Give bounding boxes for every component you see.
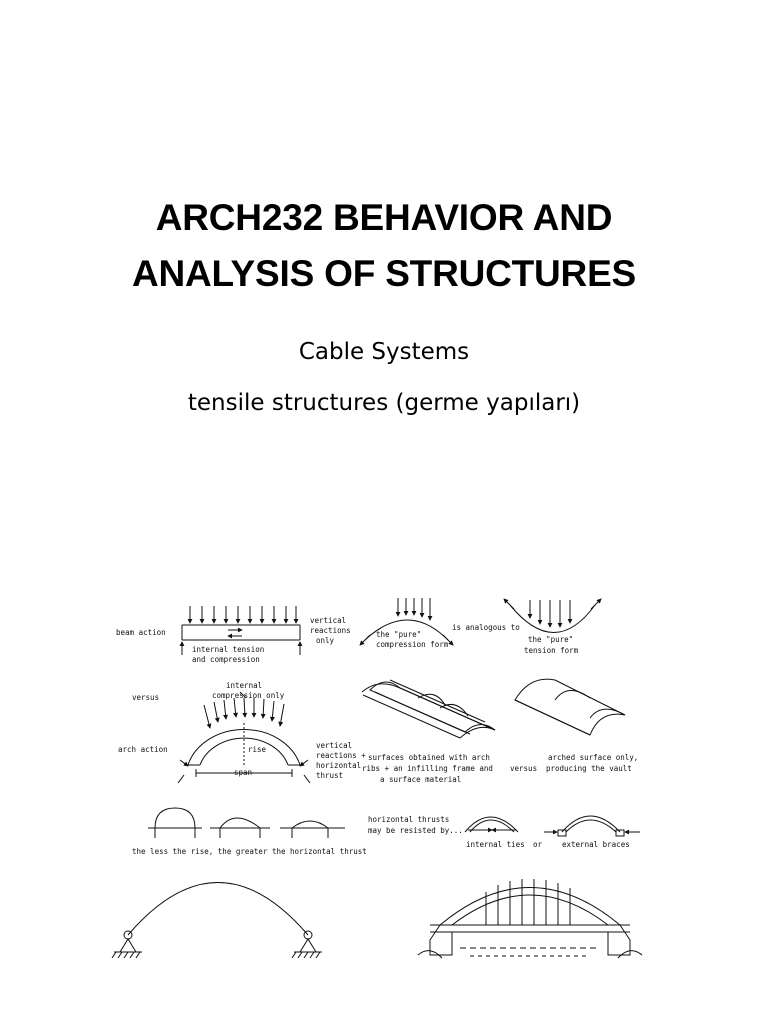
- label-internal-tension-1: internal tension: [192, 645, 265, 654]
- arched-vault-diagram: [515, 679, 625, 735]
- label-pure-compression-1: the "pure": [376, 630, 422, 639]
- label-surfaces-2: ribs + an infilling frame and: [362, 764, 493, 773]
- label-versus-left: versus: [132, 693, 160, 702]
- label-pure-compression-2: compression form: [376, 640, 449, 649]
- arch-bridge-diagram: [418, 879, 642, 958]
- label-horizontal-thrusts-2: may be resisted by...: [368, 826, 463, 835]
- label-vertical-reactions-3: only: [316, 636, 335, 645]
- label-arched-surface-2: producing the vault: [546, 764, 632, 773]
- label-beam-action: beam action: [116, 628, 166, 637]
- label-horizontal-thrusts-1: horizontal thrusts: [368, 815, 450, 824]
- label-pure-tension-1: the "pure": [528, 635, 574, 644]
- label-internal-ties: internal ties: [466, 840, 525, 849]
- label-internal-tension-2: and compression: [192, 655, 260, 664]
- label-vertical-thrust-1: vertical: [316, 741, 353, 750]
- label-surfaces-1: surfaces obtained with arch: [368, 753, 490, 762]
- label-vertical-reactions-1: vertical: [310, 616, 347, 625]
- structures-figure: [100, 580, 660, 1024]
- label-analogous: is analogous to: [452, 623, 520, 632]
- label-arch-action: arch action: [118, 745, 168, 754]
- structures-diagram: [100, 580, 660, 1024]
- ribbed-vault-diagram: [362, 680, 495, 738]
- label-vertical-thrust-3: horizontal: [316, 761, 362, 770]
- label-vertical-thrust-2: reactions +: [316, 751, 366, 760]
- label-or: or: [533, 840, 543, 849]
- page-title: [0, 190, 768, 302]
- label-external-braces: external braces: [562, 840, 630, 849]
- label-internal-compression-1: internal: [226, 681, 263, 690]
- label-pure-tension-2: tension form: [524, 646, 579, 655]
- rise-thrust-arches: [148, 808, 345, 838]
- label-rise: rise: [248, 745, 267, 754]
- subtitle-cable-systems: Cable Systems: [298, 339, 470, 365]
- label-versus-mid: versus: [510, 764, 538, 773]
- label-vertical-reactions-2: reactions: [310, 626, 351, 635]
- ties-and-braces-diagram: [465, 816, 640, 836]
- title-line-2: ANALYSIS OF STRUCTURES: [131, 253, 637, 294]
- large-arch-diagram: [112, 883, 322, 959]
- label-arched-surface-1: arched surface only,: [548, 753, 639, 762]
- label-internal-compression-2: compression only: [212, 691, 285, 700]
- subtitle-tensile-structures: tensile structures (germe yapıları): [187, 390, 581, 416]
- label-vertical-thrust-4: thrust: [316, 771, 344, 780]
- label-surfaces-3: a surface material: [380, 775, 462, 784]
- label-less-rise: the less the rise, the greater the horizontal thrust: [132, 847, 367, 856]
- label-span: span: [234, 768, 253, 777]
- title-line-1: ARCH232 BEHAVIOR AND: [155, 197, 613, 238]
